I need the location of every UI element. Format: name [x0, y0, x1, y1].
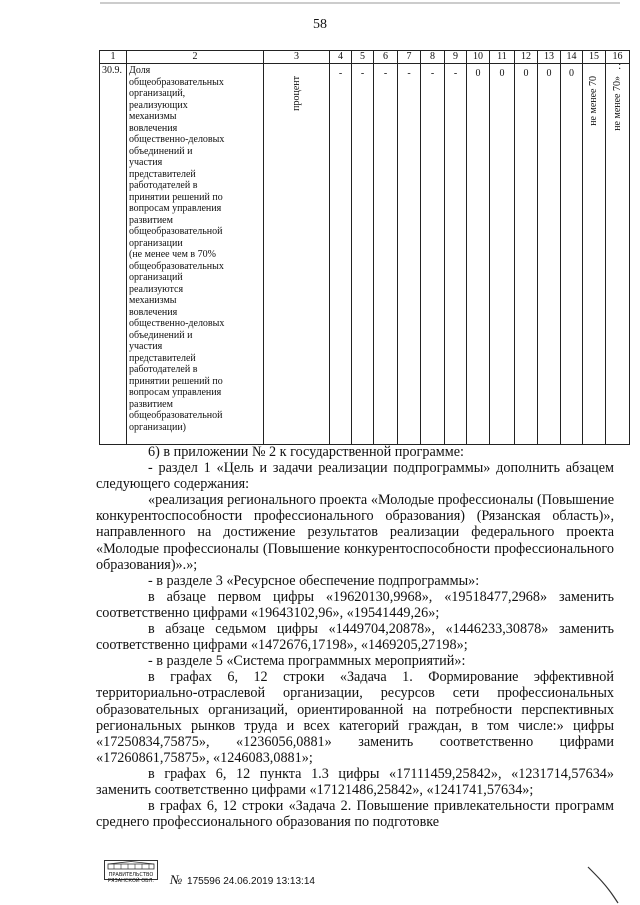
target-value-15: не менее 70	[588, 76, 600, 126]
paragraph: - в разделе 5 «Система программных мероприятий»:	[148, 653, 466, 670]
header-cell: 6	[374, 51, 398, 64]
stamp-logo	[104, 860, 158, 884]
value-cell: -	[421, 64, 445, 445]
indicator-table	[99, 50, 630, 445]
header-cell: 5	[352, 51, 374, 64]
number-sign-icon: №	[170, 872, 183, 887]
value-cell: 0	[561, 64, 583, 445]
value-cell: -	[445, 64, 467, 445]
government-stamp	[104, 860, 158, 884]
doc-number: 175596	[187, 876, 221, 887]
header-cell: 12	[515, 51, 538, 64]
table-header-row	[100, 51, 630, 64]
stamp-text: ПРАВИТЕЛЬСТВО РЯЗАНСКОЙ ОБЛ.	[108, 872, 154, 884]
header-cell: 15	[583, 51, 606, 64]
header-cell: 9	[445, 51, 467, 64]
paragraph: в графах 6, 12 строки «Задача 1. Формирование эффективной территориально-отраслевой организации, ресурсов сети профессиональных образовательных организаций, ориентированной на потребности перспективных региональных рынков труда и всех категорий граждан, в том числе:» цифры «17250834,75875», «1236056,0881» заменить соответственно цифрами «17260861,75875», «1246083,0881»;	[96, 669, 614, 766]
paragraph: - раздел 1 «Цель и задачи реализации подпрограммы» дополнить абзацем следующего содержания:	[96, 460, 614, 493]
pen-stroke-icon	[580, 865, 640, 905]
paragraph: в графах 6, 12 пункта 1.3 цифры «17111459,25842», «1231714,57634» заменить соответственно цифрами «17121486,25842», «1241741,57634»;	[96, 765, 614, 798]
table-row	[100, 64, 630, 445]
value-cell: 0	[490, 64, 515, 445]
header-cell: 13	[538, 51, 561, 64]
header-cell: 14	[561, 51, 583, 64]
value-cell: -	[330, 64, 352, 445]
document-id	[170, 872, 315, 888]
value-cell: 0	[515, 64, 538, 445]
header-cell: 16	[606, 51, 630, 64]
value-cell	[606, 64, 630, 445]
paragraph: - в разделе 3 «Ресурсное обеспечение подпрограммы»:	[148, 572, 480, 589]
value-cell: 0	[467, 64, 490, 445]
header-cell: 11	[490, 51, 515, 64]
value-cell: 0	[538, 64, 561, 445]
value-cell	[583, 64, 606, 445]
value-cell: -	[352, 64, 374, 445]
scan-edge	[100, 2, 620, 4]
header-cell: 4	[330, 51, 352, 64]
target-value-16: не менее 70»	[611, 76, 623, 131]
unit-label: процент	[290, 76, 302, 111]
paragraph: в абзаце седьмом цифры «1449704,20878», «1446233,30878» заменить соответственно цифрами «1472676,17198», «1469205,27198»;	[96, 621, 614, 654]
header-cell: 8	[421, 51, 445, 64]
doc-timestamp: 24.06.2019 13:13:14	[223, 876, 315, 887]
header-cell: 2	[127, 51, 264, 64]
value-cell: -	[374, 64, 398, 445]
paragraph: в графах 6, 12 строки «Задача 2. Повышение привлекательности программ среднего профессионального образования по подготовке	[96, 798, 614, 831]
amendment-text	[96, 444, 614, 830]
value-cell: -	[398, 64, 421, 445]
paragraph: «реализация регионального проекта «Молодые профессионалы (Повышение конкурентоспособности профессионального образования) (Рязанская область)», направленного на достижение результатов реализации федерального проекта «Молодые профессионалы (Повышение конкурентоспособности профессионального образования)».»;	[96, 492, 614, 573]
paragraph: в абзаце первом цифры «19620130,9968», «19518477,2968» заменить соответственно цифрами «19643102,96», «19541449,26»;	[96, 588, 614, 621]
row-number: 30.9.	[100, 64, 127, 445]
paragraph: 6) в приложении № 2 к государственной программе:	[148, 444, 464, 460]
margin-mark: :	[618, 58, 622, 72]
header-cell: 10	[467, 51, 490, 64]
unit-cell	[264, 64, 330, 445]
page-number: 58	[313, 17, 327, 32]
indicator-name: Доля общеобразовательных организаций, реализующих механизмы вовлечения общественно-деловых объединений и участия представителей работодателей в принятии решений по вопросам управления развитием общеобразовательной организации (не менее чем в 70% общеобразовательных организаций реализуются механизмы вовлечения общественно-деловых объединений и участия представителей работодателей в принятии решений по вопросам управления развитием общеобразовательной организации)	[127, 64, 264, 445]
header-cell: 7	[398, 51, 421, 64]
header-cell: 1	[100, 51, 127, 64]
header-cell: 3	[264, 51, 330, 64]
building-icon	[106, 861, 156, 870]
